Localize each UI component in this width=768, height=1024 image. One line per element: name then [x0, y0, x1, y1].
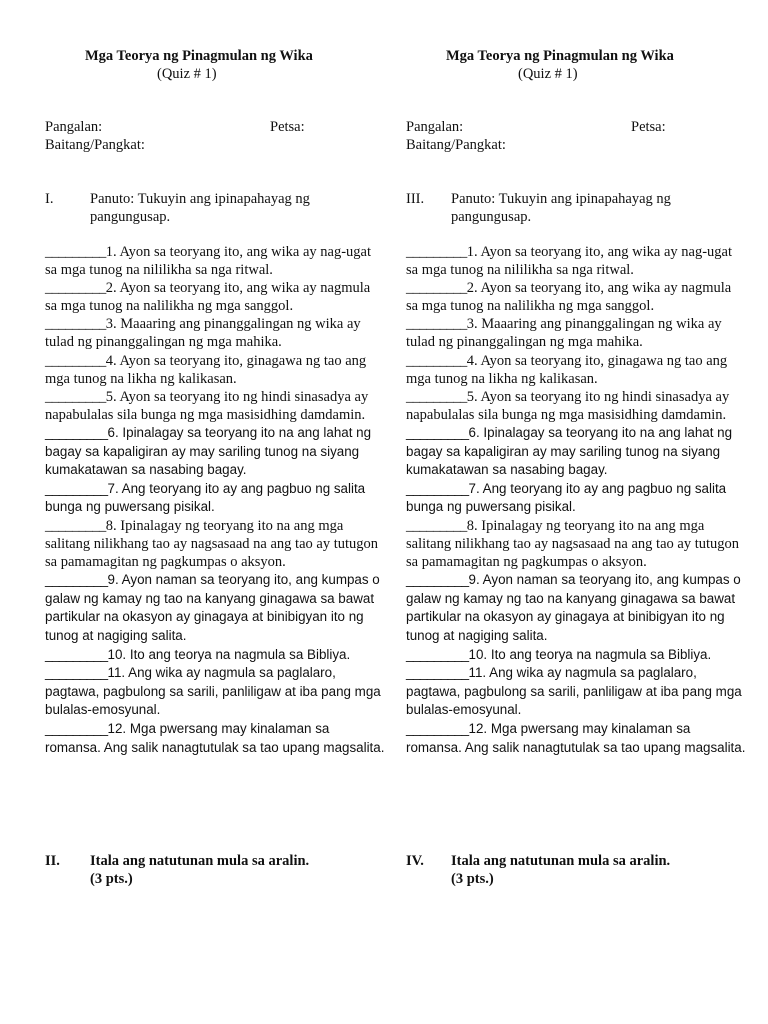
answer-blank: _________ [45, 280, 106, 297]
answer-blank: _________ [45, 244, 106, 260]
question-text: 3. Maaaring ang pinanggalingan ng wika ay tulad ng pinanggalingan ng mga mahika. [45, 316, 361, 351]
question-text: 11. Ang wika ay nagmula sa paglalaro, pagtawa, pagbulong sa sarili, panliligaw at iba pang mga bulalas-emosyunal. [406, 665, 742, 718]
question-text: 7. Ang teoryang ito ay ang pagbuo ng salita bunga ng puwersang pisikal. [406, 480, 727, 515]
question-item [45, 646, 385, 665]
question-item [406, 571, 746, 645]
answer-blank: _________ [45, 517, 106, 534]
question-item [406, 517, 746, 571]
answer-blank: _________ [406, 388, 467, 405]
section-number: III. [406, 191, 425, 207]
question-text: 10. Ito ang teorya na nagmula sa Bibliya. [107, 646, 351, 662]
answer-blank: _________ [406, 244, 467, 260]
question-item [406, 424, 746, 480]
answer-blank: _________ [45, 352, 106, 369]
question-item [45, 424, 385, 480]
reflection-instruction: Itala ang natutunan mula sa aralin. [451, 853, 671, 869]
answer-blank: _________ [406, 424, 469, 440]
question-item [45, 279, 385, 315]
question-list [45, 243, 385, 757]
quiz-title: Mga Teorya ng Pinagmulan ng Wika [446, 48, 674, 64]
answer-blank: _________ [406, 316, 467, 333]
answer-blank: _________ [406, 352, 467, 369]
question-item [406, 243, 746, 279]
question-text: 8. Ipinalagay ng teoryang ito na ang mga salitang nilikhang tao ay nagsasaad na ang tao ay tutugon sa pamamagitan ng pagkumpas o aksyon. [406, 517, 740, 571]
answer-blank: _________ [406, 572, 469, 588]
question-text: 11. Ang wika ay nagmula sa paglalaro, pagtawa, pagbulong sa sarili, panliligaw at iba pang mga bulalas-emosyunal. [45, 665, 381, 718]
question-item [45, 571, 385, 645]
question-text: 5. Ayon sa teoryang ito ng hindi sinasadya ay napabulalas sila bunga ng mga masisidhing damdamin. [406, 388, 730, 423]
question-text: 4. Ayon sa teoryang ito, ginagawa ng tao ang mga tunog na likha ng kalikasan. [45, 352, 367, 387]
instructions-section [45, 190, 385, 226]
date-label: Petsa: [631, 119, 666, 135]
question-text: 1. Ayon sa teoryang ito, ang wika ay nag-ugat sa mga tunog na nililikha sa nga ritwal. [406, 244, 732, 279]
question-text: 9. Ayon naman sa teoryang ito, ang kumpas o galaw ng kamay ng tao na kanyang ginagawa sa bawat partikular na okasyon ay ginagaya at binibigyan ito ng tunog at nagiging salita. [45, 572, 380, 643]
question-text: 4. Ayon sa teoryang ito, ginagawa ng tao ang mga tunog na likha ng kalikasan. [406, 352, 728, 387]
quiz-title: Mga Teorya ng Pinagmulan ng Wika [85, 48, 313, 64]
answer-blank: _________ [406, 646, 469, 662]
question-item [45, 315, 385, 351]
answer-blank: _________ [45, 646, 108, 662]
question-text: 10. Ito ang teorya na nagmula sa Bibliya. [468, 646, 712, 662]
name-label: Pangalan: [406, 119, 464, 135]
question-text: 1. Ayon sa teoryang ito, ang wika ay nag-ugat sa mga tunog na nililikha sa nga ritwal. [45, 244, 371, 279]
answer-blank: _________ [406, 720, 469, 736]
answer-blank: _________ [406, 517, 467, 534]
question-text: 3. Maaaring ang pinanggalingan ng wika ay tulad ng pinanggalingan ng mga mahika. [406, 316, 722, 351]
answer-blank: _________ [45, 665, 108, 681]
quiz-subtitle: (Quiz # 1) [518, 66, 578, 82]
question-item [406, 352, 746, 388]
answer-blank: _________ [406, 280, 467, 297]
section-number: II. [45, 853, 60, 869]
answer-blank: _________ [45, 480, 108, 496]
grade-section-label: Baitang/Pangkat: [45, 137, 145, 153]
name-label: Pangalan: [45, 119, 103, 135]
answer-blank: _________ [45, 424, 108, 440]
question-item [45, 352, 385, 388]
question-item [45, 388, 385, 424]
question-item [406, 388, 746, 424]
quiz-subtitle: (Quiz # 1) [157, 66, 217, 82]
reflection-section [45, 852, 385, 888]
question-text: 2. Ayon sa teoryang ito, ang wika ay nagmula sa mga tunog na nalilikha ng mga sanggol. [406, 280, 732, 315]
reflection-section [406, 852, 746, 888]
points-label: (3 pts.) [451, 871, 494, 887]
question-text: 5. Ayon sa teoryang ito ng hindi sinasadya ay napabulalas sila bunga ng mga masisidhing damdamin. [45, 388, 369, 423]
answer-blank: _________ [45, 388, 106, 405]
section-number: I. [45, 191, 54, 207]
grade-section-label: Baitang/Pangkat: [406, 137, 506, 153]
question-text: 7. Ang teoryang ito ay ang pagbuo ng salita bunga ng puwersang pisikal. [45, 480, 366, 515]
question-item [45, 517, 385, 571]
question-item [406, 279, 746, 315]
question-list [406, 243, 746, 757]
instructions-text: Panuto: Tukuyin ang ipinapahayag ng pangungusap. [451, 191, 671, 225]
question-item [45, 720, 385, 757]
question-item [45, 480, 385, 517]
answer-blank: _________ [45, 720, 108, 736]
section-number: IV. [406, 853, 424, 869]
answer-blank: _________ [45, 316, 106, 333]
reflection-instruction: Itala ang natutunan mula sa aralin. [90, 853, 310, 869]
instructions-section [406, 190, 746, 226]
question-item [406, 315, 746, 351]
question-text: 12. Mga pwersang may kinalaman sa romansa. Ang salik nanagtutulak sa tao upang magsalita. [406, 720, 746, 755]
question-item [406, 480, 746, 517]
question-item [406, 646, 746, 665]
question-text: 6. Ipinalagay sa teoryang ito na ang lahat ng bagay sa kapaligiran ay may sariling tunog na siyang kumakatawan sa nasabing bagay. [406, 424, 733, 478]
question-item [45, 664, 385, 720]
question-text: 8. Ipinalagay ng teoryang ito na ang mga salitang nilikhang tao ay nagsasaad na ang tao ay tutugon sa pamamagitan ng pagkumpas o aksyon. [45, 517, 379, 571]
question-text: 2. Ayon sa teoryang ito, ang wika ay nagmula sa mga tunog na nalilikha ng mga sanggol. [45, 280, 371, 315]
question-text: 6. Ipinalagay sa teoryang ito na ang lahat ng bagay sa kapaligiran ay may sariling tunog na siyang kumakatawan sa nasabing bagay. [45, 424, 372, 478]
answer-blank: _________ [406, 665, 469, 681]
date-label: Petsa: [270, 119, 305, 135]
question-item [406, 720, 746, 757]
instructions-text: Panuto: Tukuyin ang ipinapahayag ng pangungusap. [90, 191, 310, 225]
question-text: 9. Ayon naman sa teoryang ito, ang kumpas o galaw ng kamay ng tao na kanyang ginagawa sa bawat partikular na okasyon ay ginagaya at binibigyan ito ng tunog at nagiging salita. [406, 572, 741, 643]
question-item [45, 243, 385, 279]
question-text: 12. Mga pwersang may kinalaman sa romansa. Ang salik nanagtutulak sa tao upang magsalita. [45, 720, 385, 755]
question-item [406, 664, 746, 720]
answer-blank: _________ [406, 480, 469, 496]
answer-blank: _________ [45, 572, 108, 588]
points-label: (3 pts.) [90, 871, 133, 887]
